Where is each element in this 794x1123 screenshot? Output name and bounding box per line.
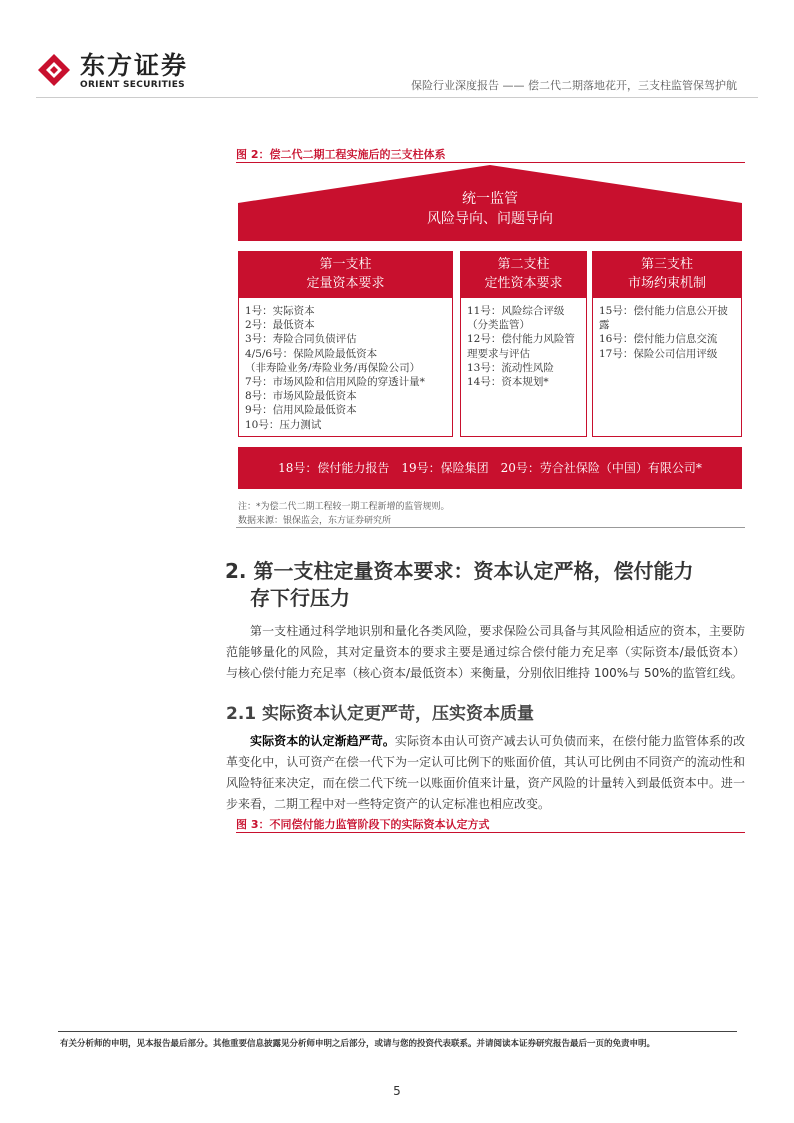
page-number: 5: [393, 1084, 401, 1098]
pillar3-body: [592, 297, 742, 437]
roof-line1: 统一监管: [462, 191, 518, 207]
pillar1-item: 2号：最低资本: [245, 319, 315, 332]
pillar3-item: 15号：偿付能力信息公开披露: [599, 305, 728, 332]
roof-line2: 风险导向、问题导向: [427, 211, 553, 227]
pillar1-item: （非寿险业务/寿险业务/再保险公司）: [245, 361, 421, 374]
pillar1-subtitle: 定量资本要求: [306, 276, 385, 291]
pillar1-item: 3号：寿险合同负债评估: [245, 333, 357, 346]
pillar1-item: 4/5/6号：保险风险最低资本: [245, 347, 378, 360]
pillar1-item: 9号：信用风险最低资本: [245, 404, 357, 417]
pillar3-title: 第三支柱: [640, 257, 693, 272]
section2-heading-line1: 2. 第一支柱定量资本要求：资本认定严格，偿付能力: [225, 559, 694, 583]
pillar3-item: 17号：保险公司信用评级: [599, 347, 718, 360]
figure3-caption: 图 3：不同偿付能力监管阶段下的实际资本认定方式: [236, 818, 490, 831]
section2-heading-line2: 存下行压力: [250, 586, 350, 610]
pillar1-item: 1号：实际资本: [245, 305, 315, 317]
report-title: 保险行业深度报告 —— 偿二代二期落地花开，三支柱监管保驾护航: [411, 79, 737, 92]
header-divider: [36, 97, 758, 98]
figure2-caption-rule: [236, 162, 745, 163]
footer-divider: [58, 1031, 737, 1032]
pillar1-item: 10号：压力测试: [245, 418, 322, 431]
pillar2-item: 11号：风险综合评级: [467, 305, 565, 317]
section2-1-heading: 2.1 实际资本认定更严苛，压实资本质量: [226, 704, 535, 724]
pillar2-title: 第二支柱: [497, 257, 550, 272]
pillar1-header: [238, 251, 453, 297]
pillar2-subtitle: 定性资本要求: [484, 276, 563, 291]
bottom-rules-bar: 18号：偿付能力报告 19号：保险集团 20号：劳合社保险（中国）有限公司*: [238, 447, 742, 489]
pillar3-item: 16号：偿付能力信息交流: [599, 333, 718, 346]
section2-1-paragraph: [226, 731, 745, 815]
three-pillar-diagram: [238, 165, 742, 495]
pillar2-item: 13号：流动性风险: [467, 361, 554, 374]
pillar2-item: （分类监管）: [467, 319, 530, 332]
figure3-caption-rule: [236, 832, 745, 833]
pillar3-subtitle: 市场约束机制: [627, 276, 706, 291]
section2-1-lead: 实际资本的认定渐趋严苛。: [250, 734, 395, 748]
pillar1-item: 7号：市场风险和信用风险的穿透计量*: [245, 376, 425, 389]
orient-logo-icon: [36, 52, 72, 88]
pillar2-body: [460, 297, 587, 437]
figure2-note: 注：*为偿二代二期工程较一期工程新增的监管规则。: [238, 502, 450, 512]
pillar1-title: 第一支柱: [319, 257, 372, 272]
figure2-source: 数据来源：银保监会，东方证券研究所: [238, 516, 392, 526]
logo-english-name: ORIENT SECURITIES: [80, 80, 185, 90]
footer-disclaimer: 有关分析师的申明，见本报告最后部分。其他重要信息披露见分析师申明之后部分，或请与您的投资代表联系。并请阅读本证券研究报告最后一页的免责申明。: [60, 1039, 656, 1049]
roof-text: [238, 189, 742, 229]
section2-paragraph: 第一支柱通过科学地识别和量化各类风险，要求保险公司具备与其风险相适应的资本，主要防范能够量化的风险，其对定量资本的要求主要是通过综合偿付能力充足率（实际资本/最低资本）与核心偿付能力充足率（核心资本/最低资本）来衡量，分别依旧维持 100%与 50%的监管红线。: [226, 624, 745, 680]
pillar3-header: [592, 251, 742, 297]
figure2-caption: 图 2：偿二代二期工程实施后的三支柱体系: [236, 148, 446, 161]
pillar2-item: 14号：资本规划*: [467, 376, 549, 389]
pillar2-item: 12号：偿付能力风险管理要求与评估: [467, 333, 575, 360]
pillar1-item: 8号：市场风险最低资本: [245, 390, 357, 403]
pillar2-header: [460, 251, 587, 297]
pillar1-body: [238, 297, 453, 437]
section2-1-body: 实际资本由认可资产减去认可负债而来，在偿付能力监管体系的改革变化中，认可资产在偿一代下为一定认可比例下的账面价值，其认可比例由不同资产的流动性和风险特征来决定，而在偿二代下统一以账面价值来计量，资产风险的计量转入到最低资本中。进一步来看，二期工程中对一些特定资产的认定标准也相应改变。: [226, 734, 745, 811]
figure2-bottom-rule: [236, 527, 745, 528]
logo-chinese-name: 东方证券: [80, 51, 189, 80]
